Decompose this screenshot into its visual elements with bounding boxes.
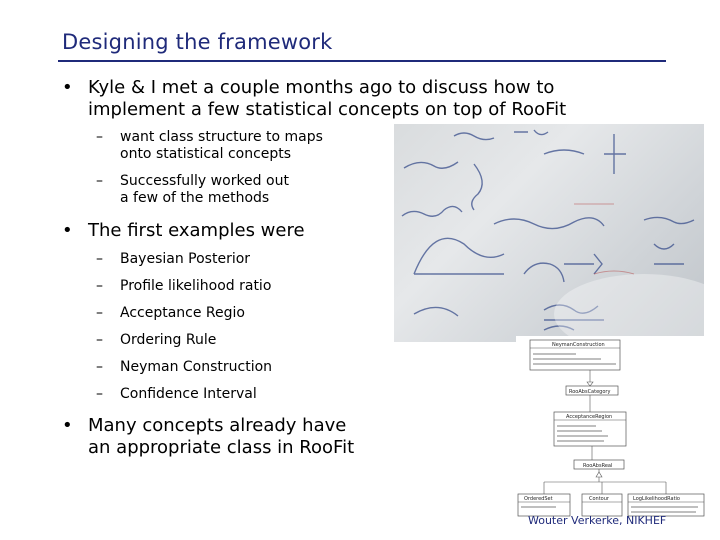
uml-mid-link: RooAbsCategory: [569, 389, 611, 395]
bullet-3-line-1: Many concepts already have: [88, 415, 347, 436]
dash-marker: –: [96, 332, 103, 348]
dash-marker: –: [96, 278, 103, 294]
bullet-3-line-2: an appropriate class in RooFit: [88, 437, 355, 458]
sub-item-line-1: Successfully worked out: [120, 173, 289, 189]
dash-marker: –: [96, 173, 103, 189]
uml-sub-mid: Contour: [589, 496, 609, 502]
bullet-1-line-1: Kyle & I met a couple months ago to discuss how to: [88, 77, 555, 98]
uml-top-class: NeymanConstruction: [552, 342, 605, 348]
sub-item: Profile likelihood ratio: [120, 278, 272, 294]
dash-marker: –: [96, 359, 103, 375]
bullet-2-line-1: The first examples were: [88, 220, 305, 241]
dash-marker: –: [96, 251, 103, 267]
footer-author: Wouter Verkerke, NIKHEF: [528, 514, 667, 527]
bullet-marker: •: [62, 220, 73, 241]
uml-mid-class: AcceptanceRegion: [566, 414, 613, 420]
sub-item-line-1: want class structure to maps: [120, 129, 323, 145]
sub-item: Neyman Construction: [120, 359, 273, 375]
bullet-1-line-2: implement a few statistical concepts on top of RooFit: [88, 99, 567, 120]
sub-item-line-2: onto statistical concepts: [120, 146, 292, 162]
sub-item: Confidence Interval: [120, 386, 257, 402]
sub-item: Ordering Rule: [120, 332, 217, 348]
bullet-marker: •: [62, 415, 73, 436]
dash-marker: –: [96, 129, 103, 145]
sub-item-line-2: a few of the methods: [120, 190, 270, 206]
uml-sub-left: OrderedSet: [524, 496, 553, 502]
whiteboard-photo: [394, 124, 704, 342]
dash-marker: –: [96, 305, 103, 321]
uml-class-diagram: [516, 336, 706, 522]
slide-title: Designing the framework: [62, 30, 333, 54]
sub-item: Bayesian Posterior: [120, 251, 251, 267]
title-underline: [58, 60, 666, 62]
bullet-marker: •: [62, 77, 73, 98]
uml-base-class: RooAbsReal: [583, 463, 613, 469]
sub-item: Acceptance Regio: [120, 305, 245, 321]
dash-marker: –: [96, 386, 103, 402]
uml-sub-right: LogLikelihoodRatio: [633, 496, 680, 502]
